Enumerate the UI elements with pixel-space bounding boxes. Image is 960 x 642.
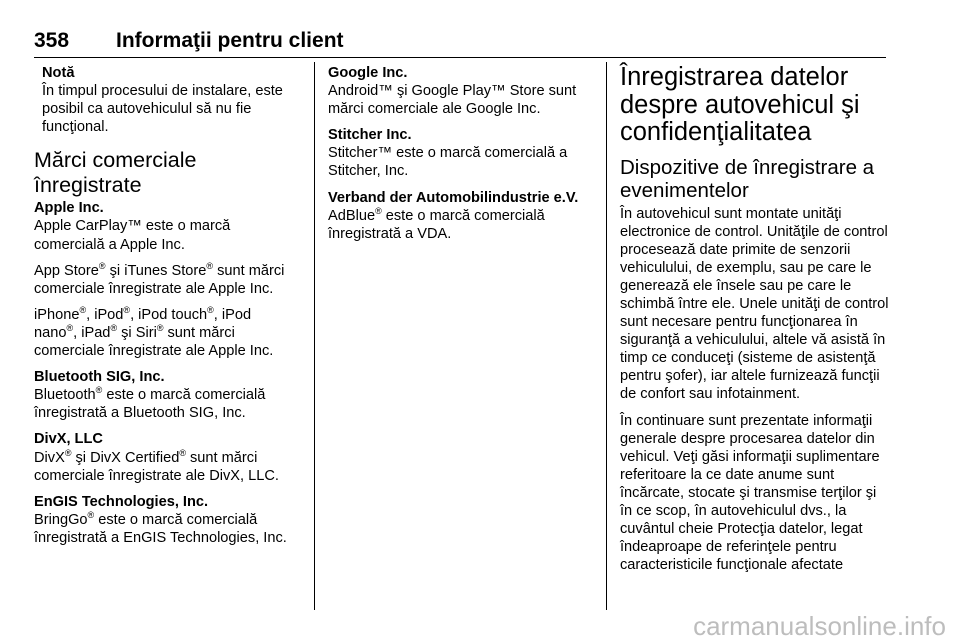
entry-title-vda: Verband der Automobilindustrie e.V. — [328, 189, 579, 206]
stitcher-paragraph: Stitcher™ este o marcă comercială a Stitcher, Inc. — [328, 145, 568, 180]
page-number: 358 — [34, 29, 70, 52]
column-middle — [328, 64, 594, 251]
watermark: carmanualsonline.info — [693, 611, 946, 641]
column-left — [34, 64, 296, 555]
section-heading-trademarks: Mărci comerciale înregistrate — [34, 148, 197, 197]
entry-title-bluetooth: Bluetooth SIG, Inc. — [34, 369, 165, 386]
subsection-heading: Dispozitive de înregistrare a evenimentelor — [620, 155, 875, 202]
entry-title-google: Google Inc. — [328, 65, 408, 81]
apple-paragraph-2: App Store® şi iTunes Store® sunt mărci comerciale înregistrate ale Apple Inc. — [34, 260, 285, 297]
entry-title-stitcher: Stitcher Inc. — [328, 127, 412, 144]
divx-paragraph: DivX® şi DivX Certified® sunt mărci comerciale înregistrate ale DivX, LLC. — [34, 447, 279, 484]
bluetooth-paragraph: Bluetooth® este o marcă comercială înregistrată a Bluetooth SIG, Inc. — [34, 385, 266, 422]
engis-paragraph: BringGo® este o marcă comercială înregistrată a EnGIS Technologies, Inc. — [34, 509, 287, 546]
chapter-heading: Înregistrarea datelor despre autovehicul şi confidenţialitatea — [620, 63, 860, 146]
apple-paragraph-1: Apple CarPlay™ este o marcă comercială a Apple Inc. — [34, 218, 231, 253]
note-text: În timpul procesului de instalare, este posibil ca autovehiculul să nu fie funcţional. — [42, 83, 283, 136]
vda-paragraph: AdBlue® este o marcă comercială înregistrată a VDA. — [328, 205, 545, 242]
entry-title-engis: EnGIS Technologies, Inc. — [34, 493, 209, 510]
page-title: Informaţii pentru client — [116, 29, 344, 52]
event-recorder-paragraph-2: În continuare sunt prezentate informaţii generale despre procesarea datelor din vehicul. Veţi găsi informaţii suplimentare referitoare la ce date anume sunt încărcate, stocate şi transmise terţilor şi în ce scop, în autovehiculul dvs., la cuvântul cheie Protecţia datelor, legat îndeaproape de referinţele pentru caracteristicile funcţionale afectate — [620, 412, 880, 574]
note-label: Notă — [42, 65, 75, 81]
column-divider — [606, 62, 607, 610]
column-right — [620, 64, 892, 582]
page-header — [34, 27, 886, 58]
entry-title-divx: DivX, LLC — [34, 431, 103, 448]
entry-title-apple: Apple Inc. — [34, 200, 104, 217]
column-divider — [314, 62, 315, 610]
event-recorder-paragraph-1: În autovehicul sunt montate unităţi electronice de control. Unităţile de control procesează date primite de senzorii vehiculului, de exemplu, sau pe care le generează ele însele sau pe care le schimbă între ele. Unele unităţi de control sunt necesare pentru funcţionarea în siguranţă a vehiculului, altele vă asistă în timp ce conduceţi (sisteme de asistenţă pentru şofer), iar altele furnizează funcţii de confort sau infotainment. — [620, 205, 889, 403]
google-paragraph: Android™ şi Google Play™ Store sunt mărci comerciale ale Google Inc. — [328, 83, 577, 118]
apple-paragraph-3: iPhone®, iPod®, iPod touch®, iPod nano®, iPad® şi Siri® sunt mărci comerciale înregistrate ale Apple Inc. — [34, 304, 274, 360]
